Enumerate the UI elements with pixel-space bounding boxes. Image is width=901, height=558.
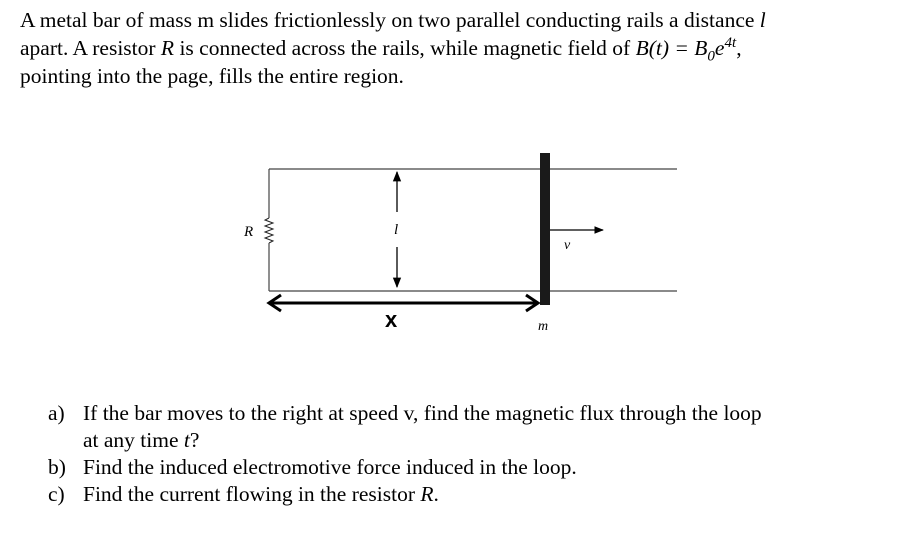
question-a: a) If the bar moves to the right at speed v, find the magnetic flux through the loop at any time t? [48, 401, 762, 452]
mass-label: m [538, 319, 549, 334]
question-c: c) Find the current flowing in the resistor R. [48, 482, 439, 506]
statement-line-2: apart. A resistor R is connected across the rails, while magnetic field of $B(t) = B_0e^{4t}$, [20, 34, 742, 65]
field-equation: $B(t) = B_0e^{4t}$ [635, 34, 737, 65]
list-marker: c) [48, 482, 65, 506]
time-variable: t [183, 428, 190, 452]
statement-text: is connected across the rails, while magnetic field of [179, 36, 631, 60]
statement-text: apart. A resistor [20, 36, 156, 60]
list-marker: b) [48, 455, 66, 479]
question-b: b) Find the induced electromotive force induced in the loop. [48, 455, 577, 479]
statement-line-1 [20, 6, 890, 34]
statement-line-3: pointing into the page, fills the entire region. [20, 64, 404, 88]
statement-text: A metal bar of mass m slides frictionlessly on two parallel conducting rails a distance [20, 8, 755, 32]
resistor-variable: R [420, 482, 434, 506]
length-label: l [394, 222, 399, 238]
resistor-label: R [244, 224, 254, 240]
metal-bar [540, 153, 550, 305]
list-marker: a) [48, 401, 65, 425]
position-label: x [385, 307, 398, 332]
distance-variable: l [759, 8, 766, 32]
question-list [48, 400, 888, 508]
resistor-zigzag [265, 218, 273, 243]
problem-statement [20, 6, 890, 90]
resistor-variable: R [160, 36, 175, 60]
velocity-label: v [564, 238, 571, 253]
circuit-diagram [225, 150, 685, 340]
